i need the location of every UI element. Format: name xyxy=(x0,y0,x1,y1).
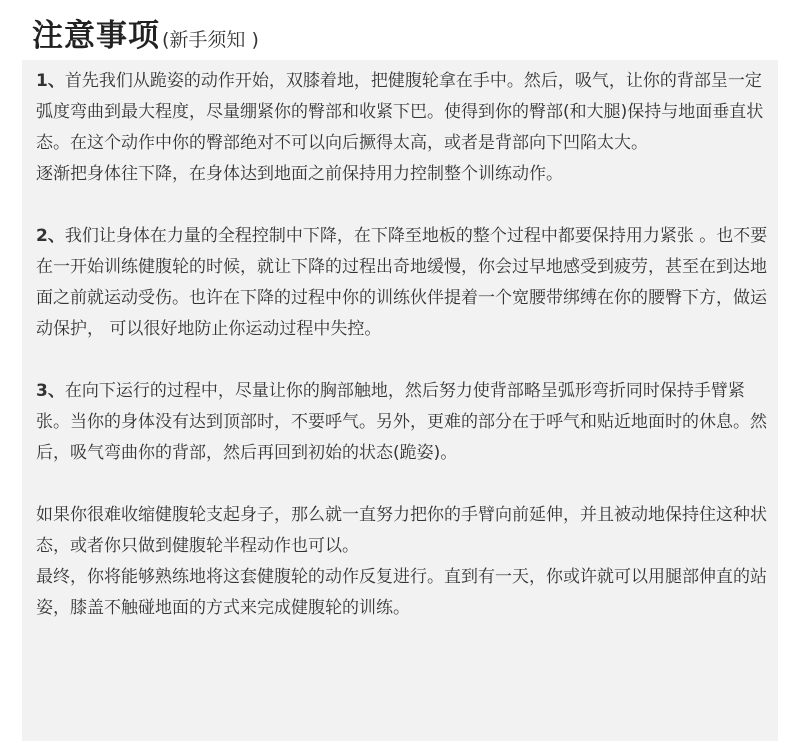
page-subtitle: (新手须知 ) xyxy=(162,29,259,51)
section-1 xyxy=(36,66,768,159)
section-1-extra: 逐渐把身体往下降，在身体达到地面之前保持用力控制整个训练动作。 xyxy=(36,164,563,184)
closing-paragraph-1: 如果你很难收缩健腹轮支起身子，那么就一直努力把你的手臂向前延伸，并且被动地保持住这种状态，或者你只做到健腹轮半程动作也可以。 xyxy=(36,505,767,556)
section-2-number: 2、 xyxy=(36,226,65,246)
content-panel xyxy=(22,60,778,741)
spacer xyxy=(36,469,768,500)
section-1-number: 1、 xyxy=(36,71,65,91)
section-3-number: 3、 xyxy=(36,381,65,401)
section-2-text: 我们让身体在力量的全程控制中下降，在下降至地板的整个过程中都要保持用力紧张 。也不要在一开始训练健腹轮的时候，就让下降的过程出奇地缓慢，你会过早地感受到疲劳，甚至在到达地面之前就运动受伤。也许在下降的过程中你的训练伙伴提着一个宽腰带绑缚在你的腰臀下方，做运动保护， 可以很好地防止你运动过程中失控。 xyxy=(36,226,768,339)
spacer xyxy=(36,345,768,376)
closing-paragraph-2: 最终，你将能够熟练地将这套健腹轮的动作反复进行。直到有一天，你或许就可以用腿部伸直的站姿，膝盖不触碰地面的方式来完成健腹轮的训练。 xyxy=(36,567,767,618)
section-2 xyxy=(36,221,768,345)
section-3 xyxy=(36,376,768,469)
section-3-text: 在向下运行的过程中，尽量让你的胸部触地，然后努力使背部略呈弧形弯折同时保持手臂紧张。当你的身体没有达到顶部时，不要呼气。另外，更难的部分在于呼气和贴近地面时的休息。然后，吸气弯曲你的背部，然后再回到初始的状态(跪姿)。 xyxy=(36,381,767,463)
spacer xyxy=(36,190,768,221)
page-title: 注意事项 xyxy=(32,18,160,54)
section-1-text: 首先我们从跪姿的动作开始，双膝着地，把健腹轮拿在手中。然后，吸气，让你的背部呈一定弧度弯曲到最大程度，尽量绷紧你的臀部和收紧下巴。使得到你的臀部(和大腿)保持与地面垂直状态。在这个动作中你的臀部绝对不可以向后撅得太高，或者是背部向下凹陷太大。 xyxy=(36,71,764,153)
header xyxy=(32,10,259,54)
